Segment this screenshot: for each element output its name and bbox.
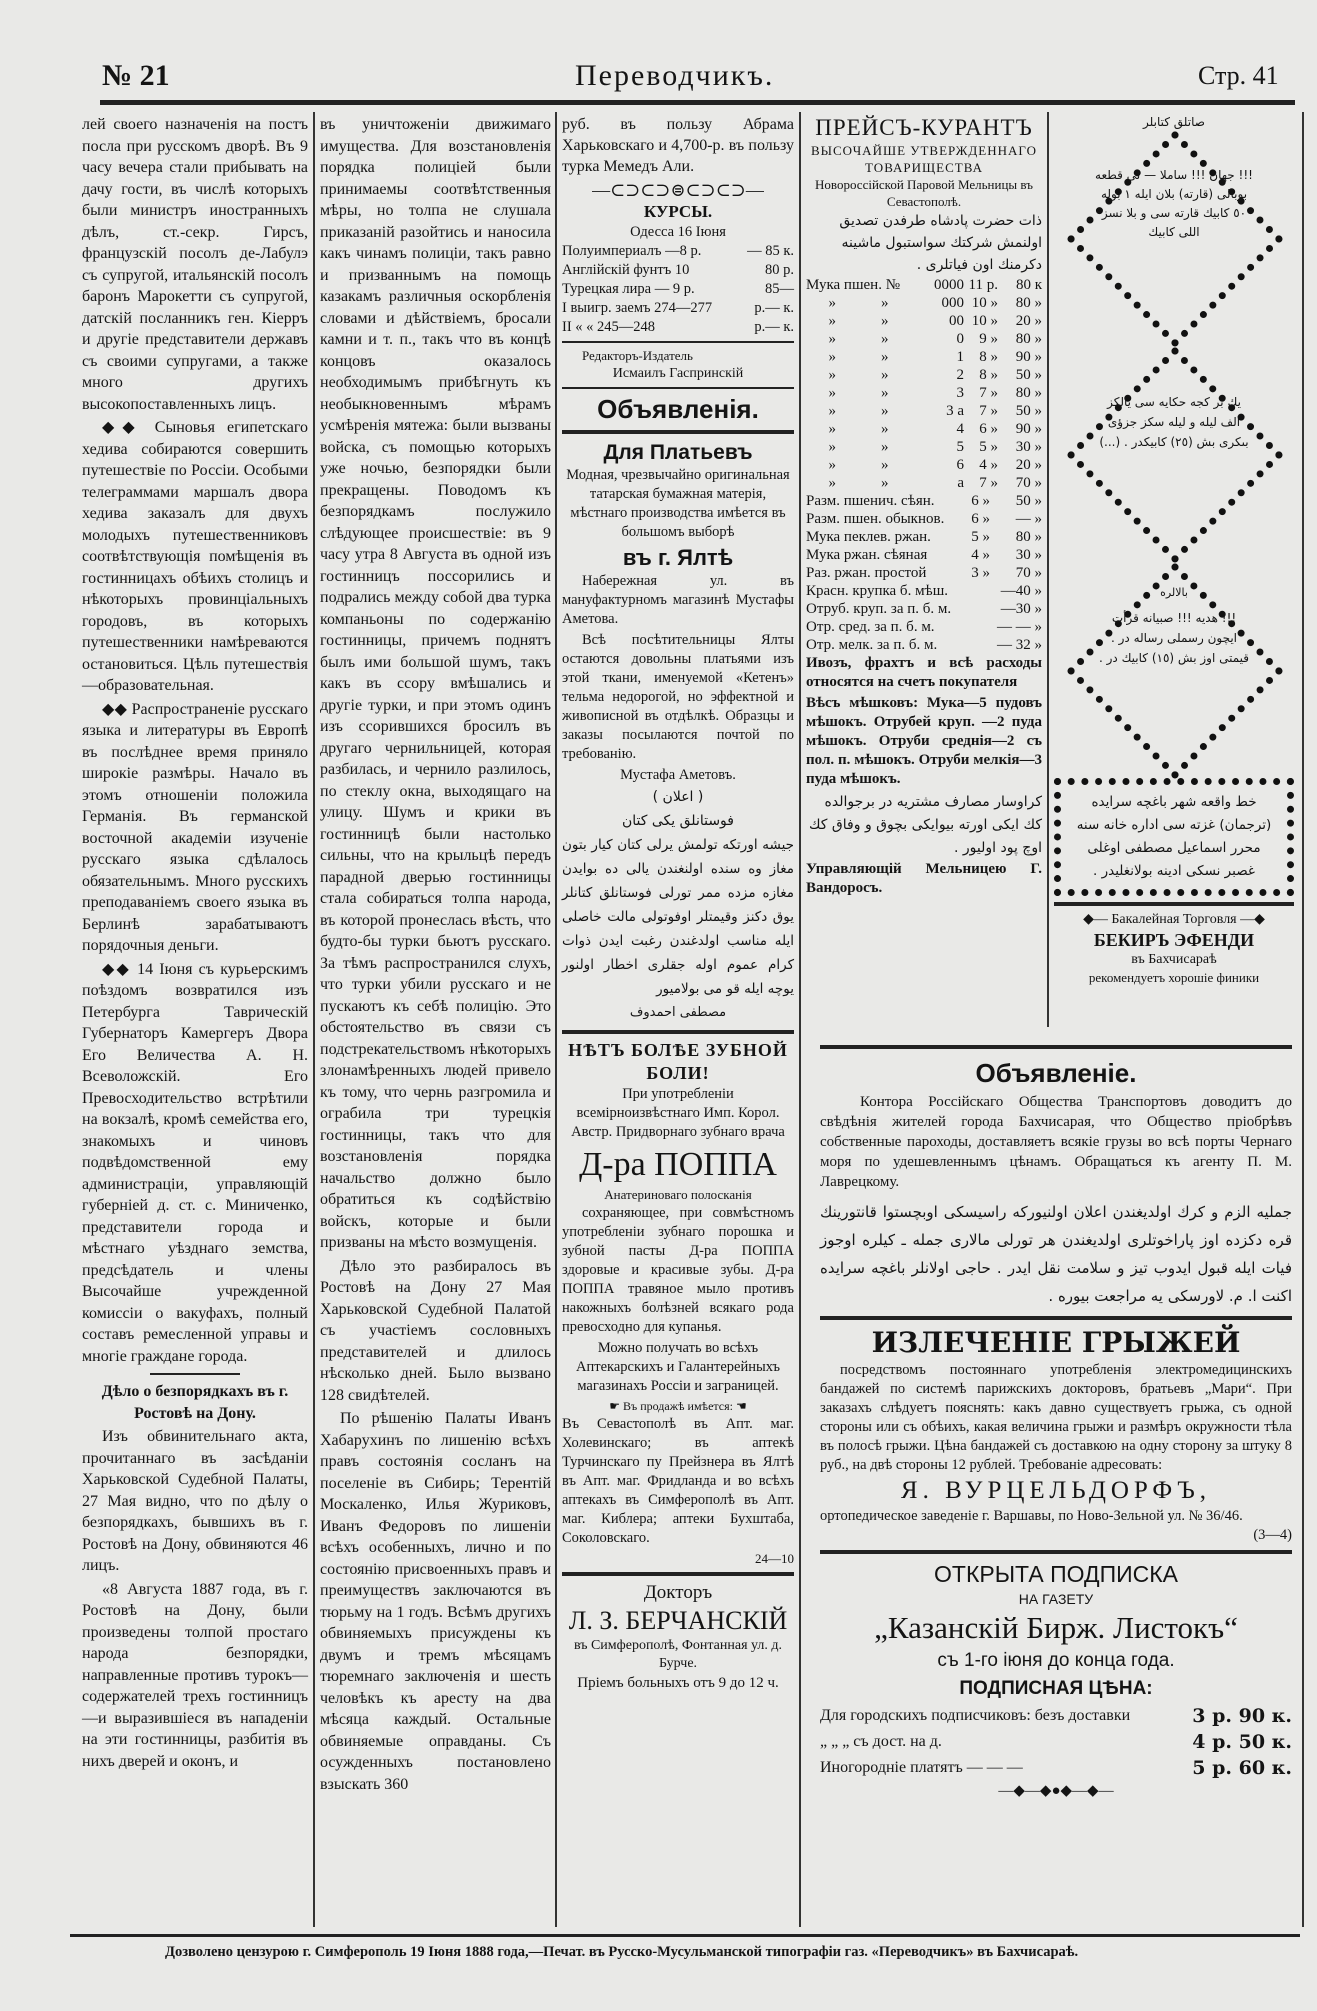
price-list-title: ПРЕЙСЪ-КУРАНТЪ [815, 115, 1033, 140]
grocery-ad-label: ◆— Бакалейная Торговля —◆ [1083, 912, 1265, 927]
editorial-office-ad: خط واقعه شهر باغچه سرايده (ترجمان) غزته سى اداره خانه سنه محرر اسماعيل مصطفى اوغلى غصبر نسكى ادينه بولانغليدر . [1054, 778, 1294, 896]
article-paragraph: въ уничтоженіи движимаго имущества. Для возстановленія порядка полиціей были принимаемы соотвѣтственныя мѣры, но толпа не слушала приказаній разойтись и наносила какъ чинамъ полиціи, такъ равно и призваннымъ на помощь казакамъ различныя оскорбленія словами и дѣйствіемъ, бросали камни и т. п., такъ что въ концѣ концовъ оказалось необходимымъ прибѣгнуть къ необыкновеннымъ мѣрамъ усмѣренія мятежа: были вызваны войска, съ помощью которыхъ уже ночью, безпорядки были прекращены. Поводомъ къ безпорядкамъ послужило слѣдующее происшествіе: въ 9 часу утра 8 Августа въ одной изъ гостинницъ поссорились и подрались между собой два турка компаньоны по содержанію гостинницы, причемъ поднятъ былъ ими большой шумъ, такъ какъ въ ссору вмѣшались и другіе турки, и при этомъ одинъ изъ ссорившихся бросилъ въ другаго чернильницей, которая разбилась, и чернило разлилось, по стеклу окна, выходящаго на улицу. Шумъ и крики въ гостинницѣ были настолько сильны, что на крыльцѣ передъ парадной дверью гостинницы стала собираться толпа народа, въ которой пронеслась вѣсть, что будто-бы турки бьютъ русскаго. За тѣмъ распространился слухъ, что турки убили русскаго и не пускаютъ къ себѣ полицію. Это обстоятельство въ связи съ подстрекательствомъ нѣкоторыхъ злонамѣренныхъ людей привело къ тому, что чернь разгромила и ограбила три турецкія гостинницы, такъ что для возстановленія порядка начальство должно было обратиться къ содѣйствію войскъ, которые и были призваны на мѣсто возмущенія. [320, 116, 551, 1251]
subscription-price-title: ПОДПИСНАЯ ЦѢНА: [959, 1678, 1153, 1699]
price-row [806, 294, 1042, 312]
price-row [806, 366, 1042, 384]
price-cell [960, 600, 990, 618]
price-cell: 20 » [1015, 313, 1042, 329]
right-lower-ads [820, 1040, 1292, 1801]
price-cell: 7 » [979, 403, 998, 419]
price-cell: 6 [956, 457, 964, 473]
subscription-price-row: Иногородніе платятъ — — — 5 р. 60 к. [820, 1757, 1292, 1779]
toothache-ad-product: Анатериноваго полосканія [604, 1187, 752, 1202]
ditto-mark: » » [806, 421, 889, 437]
price-cell: 3 » [971, 565, 990, 581]
price-list-arabic-note: كراوسار مصارف مشتريه در برجوالده كك ايكى اورته بيوايكى بچوق و وفاق كك اوچ پود اوليور . [809, 794, 1042, 856]
ditto-mark: » » [806, 475, 889, 491]
price-cell: 90 » [1015, 421, 1042, 437]
price-cell: 70 » [1015, 475, 1042, 491]
price-list-weights: Вѣсъ мѣшковъ: Мука—5 пудовъ мѣшокъ. Отрубей круп. —2 пуда мѣшокъ. Отруби среднія—2 съ пол. п. мѣшокъ. Отруби мелкія—3 пуда мѣшокъ. [806, 695, 1042, 787]
header-rule [100, 100, 1295, 105]
price-list-manager: Управляющій Мельницею Г. Вандоросъ. [806, 861, 1042, 896]
price-cell: —30 » [1000, 601, 1042, 617]
price-row [806, 564, 1042, 582]
dress-ad-title: Для Платьевъ [603, 441, 753, 464]
grocery-ad-text: рекомендуетъ хорошіе финики [1088, 970, 1260, 985]
toothache-ad-text: сохраняющее, при совмѣстномъ употребленіи зубнаго порошка и зубной пасты Д-ра ПОППА здоровые и красивые зубы. Д-ра ПОППА травяное мыло противъ накожныхъ болѣзней всякаго рода превосходно для купанья. [562, 1205, 794, 1335]
ditto-mark: » » [806, 457, 889, 473]
price-row [806, 600, 1042, 618]
divider [820, 1316, 1292, 1320]
grocery-ad-city: въ Бахчисараѣ [1131, 952, 1217, 967]
subscription-on: НА ГАЗЕТУ [1018, 1591, 1094, 1607]
ad-number: (3—4) [1253, 1527, 1292, 1543]
news-item: ◆◆ 14 Іюня съ курьерскимъ поѣздомъ возвратился изъ Петербурга Таврическій Губернаторъ Камергеръ Двора Его Величества А. Н. Всеволожскій. Его Превосходительство встрѣтили на вокзалѣ, кромѣ семейства его, знакомыхъ и чиновъ подвѣдомственной ему администраціи, управляющій губерніей д. ст. с. Миниченко, представители города и мѣстнаго уѣзднаго земства, предсѣдатель и члены Высочайше учрежденной комиссіи о вакуфахъ, полный составъ ремесленной управы и многіе граждане города. [82, 960, 308, 1365]
price-row [806, 528, 1042, 546]
product-name: Красн. крупка б. мѣш. [806, 583, 949, 599]
divider [562, 430, 794, 434]
footer-rule [70, 1934, 1300, 1937]
exchange-rates-date: Одесса 16 Іюня [630, 224, 726, 240]
ottoman-ads-column [1054, 114, 1294, 987]
diamond-ad [1054, 130, 1294, 346]
toothache-ad-locations: Въ Севастополѣ въ Апт. маг. Холевинскаго; въ аптекѣ Турчинскаго пу Прейзнера въ Ялтѣ въ Апт. маг. Фридланда и во всѣхъ аптекахъ въ Симферополѣ въ Апт. маг. Киблера; аптеки Бухштаба, Соколовскаго. [562, 1416, 794, 1546]
article-paragraph: Изъ обвинительнаго акта, прочитаннаго въ засѣданіи Харьковской Судебной Палаты, 27 Мая видно, что по дѣлу о безпорядкахъ, бывшихъ въ г. Ростовѣ на Дону, обвиняются 46 лицъ. [82, 1428, 308, 1574]
subscription-title: ОТКРЫТА ПОДПИСКА [934, 1561, 1178, 1587]
price-cell: 9 » [979, 331, 998, 347]
price-cell: 10 » [971, 313, 998, 329]
column-divider [313, 112, 315, 1927]
rate-row: II « « 245—248 р.— к. [562, 319, 794, 335]
rate-row: Полуимпериалъ —8 р. — 85 к. [562, 243, 794, 259]
hernia-ad-title: ИЗЛЕЧЕНІЕ ГРЫЖЕЙ [871, 1326, 1241, 1359]
product-name: Отр. сред. за п. б. м. [806, 619, 935, 635]
divider [150, 1373, 240, 1375]
price-row [806, 474, 1042, 492]
price-cell: 8 » [979, 349, 998, 365]
price-cell: 7 » [979, 475, 998, 491]
column-divider [799, 112, 801, 1927]
toothache-ad-on-sale: ☛ Въ продажѣ имѣется: ☚ [609, 1399, 747, 1413]
divider [562, 1572, 794, 1576]
notice-arabic-text: جمليه الزم و كرك اولديغندن اعلان اولنيوركه راسيسكى اوبچستوا قانتورينك قره دكزده اوز پاراخوتلرى اولديغندن هر تورلى مالارى جمله ـ كيلره اوجوز فيات ايله قبول ايدوب تيز و سلامت نقل ايدر . حاجى اولانلر باغچه سرايده اكنت ا. م. لاورسكى يه مراجعت بيوره . [820, 1203, 1292, 1305]
notice-title: Объявленіе. [975, 1058, 1137, 1088]
price-cell: 50 » [1015, 403, 1042, 419]
pointing-hand-icon: ☚ [732, 1399, 747, 1413]
price-cell: 3 [956, 385, 964, 401]
arabic-ad-signature: مصطفى احمدوف [629, 1005, 727, 1020]
toothache-ad-doctor: Д-ра ПОППА [579, 1146, 777, 1183]
diamond-ad-heading: بالالره [1160, 586, 1188, 599]
price-cell: 30 » [1015, 439, 1042, 455]
price-list [806, 114, 1042, 900]
hernia-ad-address: ортопедическое заведеніе г. Варшавы, по Ново-Зельной ул. № 36/46. [820, 1508, 1243, 1524]
toothache-ad-intro: При употребленіи всемірноизвѣстнаго Имп. Корол. Австр. Придворнаго зубнаго врача [571, 1086, 785, 1140]
price-cell: 8 » [979, 367, 998, 383]
diamond-ornament-icon: —◆ [1236, 912, 1265, 927]
dress-ad-visitors: Всѣ посѣтительницы Ялты остаются довольны платьями изъ этой ткани, именуемой «Кетенъ» тельма недорогой, но эффектной и живописной въ отдѣлкѣ. Образцы и заказы посылаются почтой по требованію. [562, 632, 794, 762]
price-cell: 0 [956, 331, 964, 347]
price-row [806, 546, 1042, 564]
price-row [806, 618, 1042, 636]
price-row [806, 438, 1042, 456]
ads-title: Объявленія. [597, 394, 759, 424]
grocery-ad-name: БЕКИРЪ ЭФЕНДИ [1093, 930, 1255, 950]
column-3 [562, 114, 794, 1693]
price-cell: 4 [956, 421, 964, 437]
ditto-mark: » » [806, 403, 889, 419]
ditto-mark: » » [806, 313, 889, 329]
price-cell: 30 » [1015, 547, 1042, 563]
doctor-ad-address: въ Симферополѣ, Фонтанная ул. д. Бурче. [573, 1638, 783, 1671]
divider [562, 1030, 794, 1034]
product-name: Отруб. круп. за п. б. м. [806, 601, 952, 617]
price-cell: 80 » [1015, 331, 1042, 347]
price-row [806, 492, 1042, 510]
article-paragraph: По рѣшенію Палаты Иванъ Хабарухинъ по лишенію всѣхъ правъ состоянія сосланъ на поселеніе въ Сибирь; Терентій Москаленко, Илья Журиковъ, Иванъ Федоровъ по лишеніи всѣхъ особенныхъ, лично и по состоянію присвоенныхъ правъ и преимуществъ заключаются въ тюрьму на 1 годъ. Всѣмъ другихъ обвиняемыхъ присуждены къ двумъ и тремъ мѣсяцамъ тюремнаго заключенія и шесть человѣкъ къ аресту на два мѣсяца каждый. Остальные обвиняемые оправданы. Съ осужденныхъ постановлено взыскать 360 [320, 1410, 551, 1793]
article-paragraph: «8 Августа 1887 года, въ г. Ростовѣ на Дону, были произведены толпой простаго народа безпорядки, направленные противъ турокъ—содержателей трехъ гостинницъ—и выразившіеся въ нападеніи на эти гостинницы, разбитія въ нихъ дверей и оконъ, и [82, 1580, 308, 1770]
footer-imprint: Дозволено цензурою г. Симферополь 19 Іюня 1888 года,—Печат. въ Русско-Мусульманской типографіи газ. «Переводчикъ» въ Бахчисараѣ. [165, 1944, 1079, 1960]
subscription-newspaper: „Казанскій Бирж. Листокъ“ [874, 1610, 1238, 1645]
dress-ad-signature: Мустафа Аметовъ. [620, 767, 736, 783]
price-row: Мука пшен. № 0000 11 р. 80 к [806, 277, 1042, 293]
price-cell: а [957, 475, 964, 491]
newspaper-title: Переводчикъ. [575, 59, 775, 92]
product-name: Разм. пшен. обыкнов. [806, 511, 945, 527]
price-row [806, 636, 1042, 654]
price-cell: 50 » [1015, 367, 1042, 383]
diamond-ad [1054, 346, 1294, 562]
subscription-price-row: Для городскихъ подписчиковъ: безъ доставки 3 р. 90 к. [820, 1705, 1292, 1727]
price-list-note: Ивозъ, фрахтъ и всѣ расходы относятся на счетъ покупателя [806, 655, 1042, 690]
price-list-company: Новороссійской Паровой Мельницы въ Севастополѣ. [815, 177, 1033, 209]
price-cell: —40 » [1000, 583, 1042, 599]
price-cell: 4 » [971, 547, 990, 563]
diamond-ad-text: !!! جهان !!! ساملا — لى قطعه بوبالى (قارته) بلان ايله ١ بوله ٥٠ كابيك قارته سى و بلا نسز اللى كابيك [1095, 168, 1253, 239]
price-cell: 80 » [1015, 529, 1042, 545]
price-cell: 5 » [971, 529, 990, 545]
editor-name: Исмаилъ Гаспринскій [612, 366, 744, 381]
price-cell: 50 » [1015, 493, 1042, 509]
product-name: Разм. пшенич. сѣян. [806, 493, 935, 509]
doctor-ad-hours: Пріемъ больныхъ отъ 9 до 12 ч. [577, 1675, 779, 1691]
column-1 [82, 114, 308, 1774]
diamond-ornament-icon: ◆— [1083, 912, 1112, 927]
toothache-ad-availability: Можно получать во всѣхъ Аптекарскихъ и Галантерейныхъ магазинахъ Россіи и заграницей. [576, 1340, 780, 1394]
page-number: Стр. 41 [1198, 61, 1279, 90]
issue-number: № 21 [102, 59, 170, 92]
diamond-ad [1054, 562, 1294, 778]
column-2 [320, 114, 551, 1797]
price-cell: 6 » [971, 493, 990, 509]
news-item: ◆◆ Распространеніе русскаго языка и литературы въ Европѣ въ послѣднее время приняло широкіе размѣры. Начало въ этомъ отношеніи положила Германія. Въ германской восточной академіи изученіе русскаго языка сдѣлалось обязательнымъ. Много русскихъ преподаваніемъ своего языка въ Берлинѣ зарабатываютъ порядочныя деньги. [82, 700, 308, 954]
ditto-mark: » » [806, 331, 889, 347]
price-row [806, 456, 1042, 474]
price-cell: — » [1015, 511, 1042, 527]
editor-label: Редакторъ-Издатель [582, 348, 693, 363]
price-cell: 00 [949, 313, 964, 329]
divider [820, 1550, 1292, 1554]
ditto-mark: » » [806, 349, 889, 365]
price-cell: 10 » [971, 295, 998, 311]
ad-number: 24—10 [755, 1551, 794, 1566]
price-cell: 4 » [979, 457, 998, 473]
ditto-mark: » » [806, 367, 889, 383]
price-row [806, 582, 1042, 600]
arabic-ad-subtitle: فوستانلق يكى كتان [622, 813, 734, 829]
price-cell: 2 [956, 367, 964, 383]
article-heading: Дѣло о безпорядкахъ въ г. Ростовѣ на Дону. [101, 1383, 289, 1422]
rate-row: Турецкая лира — 9 р. 85— [562, 281, 794, 297]
article-paragraph: Дѣло это разбиралось въ Ростовѣ на Дону 27 Мая Харьковской Судебной Палатой съ участіемъ сословныхъ представителей и длилось нѣсколько дней. Было вызвано 128 свидѣтелей. [320, 1257, 551, 1404]
price-row [806, 330, 1042, 348]
price-cell [960, 582, 990, 600]
price-list-arabic-intro: ذات حضرت پادشاه طرفدن تصديق اولنمش شركتك سواستبول ماشينه دكرمنك اون فياتلرى . [839, 213, 1042, 273]
pointing-hand-icon: ☛ [609, 1399, 624, 1413]
divider [820, 1045, 1292, 1049]
doctor-ad-label: Докторъ [643, 1582, 713, 1603]
price-row [806, 402, 1042, 420]
hernia-ad-text: посредствомъ постояннаго употребленія электромедицинскихъ бандажей по системѣ парижскихъ докторовъ, братьевъ „Мари“. При заказахъ слѣдуетъ пояснять: какъ давно существуетъ грыжа, съ одной стороны или съ обѣихъ, какая величина грыжи и размѣръ окружности тѣла въ полосѣ грыжи. Цѣна бандажей съ доставкою на одну сторону за штуку 8 руб., на двѣ стороны 12 рублей. Требованіе адресовать: [820, 1362, 1292, 1473]
price-cell: 6 » [971, 511, 990, 527]
divider [562, 387, 794, 389]
price-cell [960, 636, 990, 654]
dress-ad-shop: Набережная ул. въ мануфактурномъ магазинѣ Мустафы Аметова. [562, 573, 794, 627]
price-row [806, 348, 1042, 366]
notice-text: Контора Россійскаго Общества Транспортовъ доводитъ до свѣдѣнія жителей города Бахчисарая, что Общество пріобрѣвъ собственные пароходы, доставляетъ всякіе грузы во всѣ порты Чернаго моря по удешевленнымъ цѣнамъ. Обращаться къ агенту П. М. Лаврецкому. [820, 1094, 1292, 1190]
article-paragraph: лей своего назначенія на постъ посла при русскомъ дворѣ. Въ 9 часу вечера стали прибывать на дачу гости, въ числѣ которыхъ были министръ иностранныхъ дѣлъ, ст.-секр. Гирсъ, французскій посолъ де-Лабулэ съ супругой, итальянскій посолъ баронъ Марокетти съ супругой, датскій посланникъ ген. Кіерръ и другіе представители державъ съ своими супругами, а также много другихъ высокопоставленныхъ лицъ. [82, 116, 308, 413]
divider [1054, 902, 1294, 906]
price-cell: 000 [941, 295, 964, 311]
news-item: ◆◆ Сыновья египетскаго хедива собираются совершить путешествіе по Россіи. Особыми телеграммами маршалъ двора хедива заказалъ для двухъ молодыхъ путешественниковъ соотвѣтствующія помѣщенія въ гостинницахъ обѣихъ столицъ и нѣкоторыхъ провинціальныхъ городовъ, въ которыхъ путешественники намѣреваются остановиться. Цѣль путешествія—образовательная. [82, 419, 308, 694]
ditto-mark: » » [806, 295, 889, 311]
column-divider [1047, 112, 1049, 1027]
price-cell: 70 » [1015, 565, 1042, 581]
diamond-ad-text: !!! هديه !!! صبيانه قرأت ايچون رسملى رساله در . قيمتى اوز بش (١٥) كابيك در . [1098, 611, 1250, 665]
article-ending: руб. въ пользу Абрама Харьковскаго и 4,700-р. въ пользу турка Мемедъ Али. [562, 116, 794, 175]
price-cell: 80 » [1015, 295, 1042, 311]
price-cell: 20 » [1015, 457, 1042, 473]
product-name: Мука пеклев. ржан. [806, 529, 931, 545]
hernia-ad-name: Я. ВУРЦЕЛЬДОРФЪ, [900, 1477, 1212, 1504]
product-name: Мука ржан. сѣяная [806, 547, 928, 563]
ornament-divider: —⊂⊃⊂⊃⊜⊂⊃⊂⊃— [592, 180, 764, 200]
price-cell: 5 [956, 439, 964, 455]
grocery-ad [1054, 911, 1294, 987]
product-name: Отр. мелк. за п. б. м. [806, 637, 938, 653]
rate-row: I выигр. заемъ 274—277 р.— к. [562, 300, 794, 316]
price-cell: 5 » [979, 439, 998, 455]
arabic-ad-text: جيشه اورتكه تولمش يرلى كتان كيار بتون مغاز وه سنده اولنغندن يالى ده بوايدن مغازه مزده ممر تورلى فوستانلق كتانلر يوق دكنز وقيمتلر اوفوتولى مالت خاصلى ايله مناسب اولدغندن رغبت ايدن ذوات كرام عموم اوله جقلرى اخطار اولنور يوچه ايله قو مى بولاميور [562, 837, 794, 997]
column-divider [555, 112, 557, 1927]
books-ad-heading: صاتلق كتابلر [1143, 115, 1205, 129]
product-name: Раз. ржан. простой [806, 565, 927, 581]
dress-ad-text: Модная, чрезвычайно оригинальная татарская бумажная матерія, мѣстнаго производства имѣется въ большомъ выборѣ [566, 467, 790, 540]
divider [562, 341, 794, 343]
doctor-ad-name: Л. З. БЕРЧАНСКІЙ [568, 1606, 788, 1635]
price-cell: 80 » [1015, 385, 1042, 401]
price-row [806, 510, 1042, 528]
price-cell: 6 » [979, 421, 998, 437]
price-cell [960, 618, 990, 636]
arabic-ad-title: ( اعلان ) [652, 789, 704, 805]
diamond-ad-text: يك بر كجه حكايه سى يالكز الف ليله و ليله سكز جزؤى بىكرى بش (٢٥) كابيكدر . (...) [1099, 395, 1249, 449]
ditto-mark: » » [806, 385, 889, 401]
price-cell: — 32 » [997, 637, 1042, 653]
price-cell: 90 » [1015, 349, 1042, 365]
subscription-period: съ 1-го іюня до конца года. [937, 1650, 1175, 1671]
price-row [806, 420, 1042, 438]
price-cell: — — » [997, 619, 1042, 635]
toothache-ad-title: НѢТЪ БОЛѢЕ ЗУБНОЙ БОЛИ! [568, 1040, 788, 1083]
ditto-mark: » » [806, 439, 889, 455]
price-list-subtitle: ВЫСОЧАЙШЕ УТВЕРЖДЕННАГО ТОВАРИЩЕСТВА [810, 143, 1037, 175]
price-row [806, 312, 1042, 330]
exchange-rates-title: КУРСЫ. [643, 202, 713, 221]
dotted-diamond-frame [1066, 346, 1284, 564]
page-edge [1302, 112, 1304, 1927]
ornament-divider: —◆—◆●◆—◆— [998, 1783, 1114, 1799]
price-cell: 3 а [946, 403, 964, 419]
rate-row: Англійскій фунтъ 10 80 р. [562, 262, 794, 278]
price-cell: 1 [956, 349, 964, 365]
dress-ad-city: въ г. Ялтѣ [622, 545, 734, 570]
price-row [806, 384, 1042, 402]
subscription-price-row: „ „ „ съ дост. на д. 4 р. 50 к. [820, 1731, 1292, 1753]
price-cell: 7 » [979, 385, 998, 401]
